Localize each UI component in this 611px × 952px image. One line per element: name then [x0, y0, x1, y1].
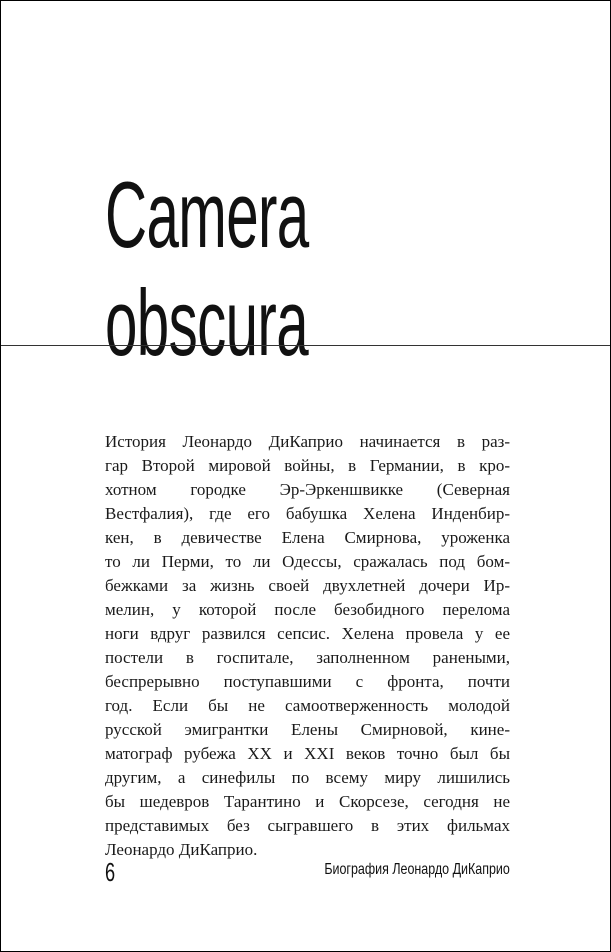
- body-line: мелин, у которой после безобидного перелома: [105, 600, 510, 619]
- body-line: кен, в девичестве Елена Смирнова, уроженка: [105, 528, 510, 547]
- page-number: 6: [105, 857, 116, 887]
- body-line: беспрерывно поступавшими с фронта, почти: [105, 672, 510, 691]
- chapter-title-line-2: obscura: [105, 270, 309, 375]
- body-line: бы шедевров Тарантино и Скорсезе, сегодня не: [105, 792, 510, 811]
- horizontal-divider: [1, 345, 610, 346]
- body-line: представимых без сыгравшего в этих фильмах: [105, 816, 510, 835]
- body-line: Леонардо ДиКаприо.: [105, 840, 258, 859]
- body-line: гар Второй мировой войны, в Германии, в кро-: [105, 456, 510, 475]
- body-line: матограф рубежа XX и XXI веков точно был бы: [105, 744, 510, 763]
- body-line: русской эмигрантки Елены Смирновой, кине-: [105, 720, 510, 739]
- body-line: бежками за жизнь своей двухлетней дочери Ир-: [105, 576, 510, 595]
- chapter-title-line-1: Camera: [105, 162, 309, 267]
- body-line: год. Если бы не самоотверженность молодой: [105, 696, 510, 715]
- body-line: то ли Перми, то ли Одессы, сражалась под бом-: [105, 552, 510, 571]
- body-line: хотном городке Эр-Эркеншвикке (Северная: [105, 480, 510, 499]
- body-line: другим, а синефилы по всему миру лишились: [105, 768, 510, 787]
- body-line: ноги вдруг развился сепсис. Хелена провела у ее: [105, 624, 510, 643]
- running-title: Биография Леонардо ДиКаприо: [324, 861, 510, 878]
- body-paragraph: [105, 430, 510, 862]
- body-line: постели в госпитале, заполненном ранеными,: [105, 648, 510, 667]
- body-line: Вестфалия), где его бабушка Хелена Инденбир-: [105, 504, 510, 523]
- body-line: История Леонардо ДиКаприо начинается в раз-: [105, 432, 510, 451]
